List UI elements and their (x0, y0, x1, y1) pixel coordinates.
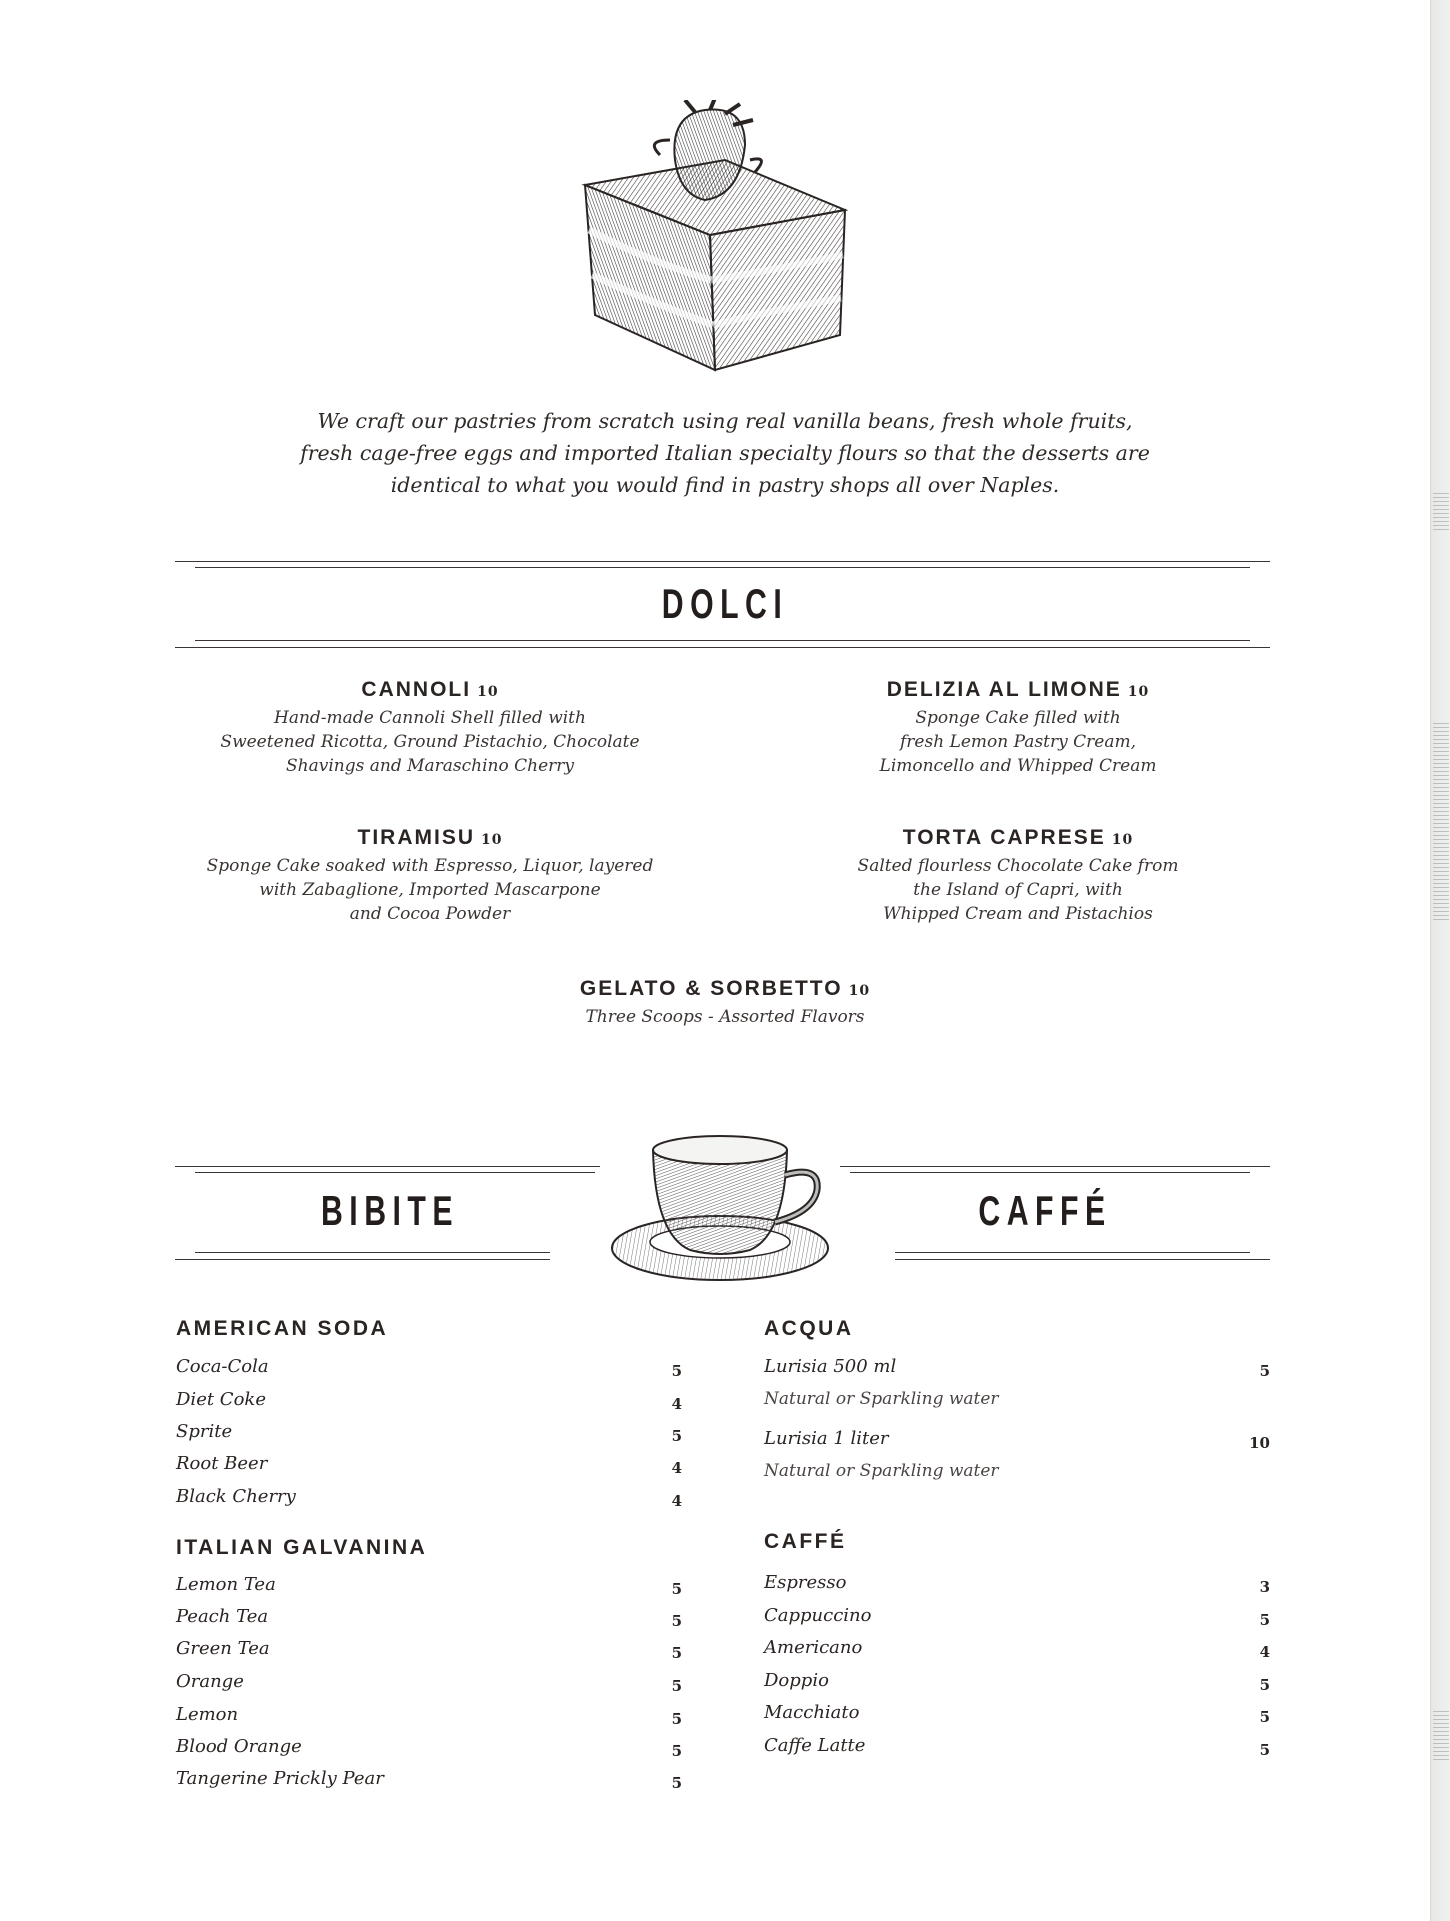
menu-item-price: 5 (671, 1427, 682, 1445)
caffe-heading: CAFFÉ (978, 1187, 1112, 1234)
desc-line: Sweetened Ricotta, Ground Pistachio, Chocolate (220, 732, 640, 752)
menu-item-price: 5 (671, 1774, 682, 1792)
bibite-heading: BIBITE (320, 1187, 459, 1234)
menu-item-name: Sprite (176, 1421, 233, 1442)
menu-item-price: 4 (671, 1492, 682, 1510)
desc-line: Three Scoops - Assorted Flavors (585, 1007, 865, 1027)
desc-line: Limoncello and Whipped Cream (879, 756, 1157, 776)
dolci-heading: DOLCI (661, 580, 789, 627)
menu-item-price: 5 (671, 1742, 682, 1760)
dish-name: TIRAMISU (357, 826, 475, 849)
menu-item-price: 5 (1259, 1741, 1270, 1759)
page-edge-strip (1430, 0, 1450, 1921)
menu-item-name: Lurisia 1 liter (764, 1428, 889, 1449)
menu-item-name: Lemon (176, 1704, 239, 1725)
desc-line: with Zabaglione, Imported Mascarpone (259, 880, 601, 900)
menu-item-price: 5 (1259, 1611, 1270, 1629)
menu-item-name: Cappuccino (764, 1605, 872, 1626)
dish-description (180, 854, 680, 926)
menu-item-price: 5 (1259, 1708, 1270, 1726)
coffee-cup-illustration (605, 1130, 845, 1290)
menu-item-name: Coca-Cola (176, 1356, 269, 1377)
category-acqua: ACQUA (764, 1317, 854, 1340)
menu-item-price: 5 (1259, 1676, 1270, 1694)
desc-line: fresh Lemon Pastry Cream, (900, 732, 1136, 752)
menu-item-note: Natural or Sparkling water (764, 1389, 999, 1409)
dish-gelato-sorbetto (475, 977, 975, 1029)
menu-item-name: Americano (764, 1637, 863, 1658)
menu-item-name: Caffe Latte (764, 1735, 866, 1756)
desc-line: Hand-made Cannoli Shell filled with (274, 708, 586, 728)
category-american-soda: AMERICAN SODA (176, 1317, 389, 1340)
dish-description (180, 706, 680, 778)
dish-name: DELIZIA AL LIMONE (886, 678, 1122, 701)
menu-item-name: Espresso (764, 1572, 847, 1593)
menu-item-name: Blood Orange (176, 1736, 302, 1757)
dish-description (768, 854, 1268, 926)
menu-item-price: 4 (1259, 1643, 1270, 1661)
dish-tiramisu (180, 826, 680, 926)
menu-item-name: Lemon Tea (176, 1574, 276, 1595)
dish-delizia-al-limone (768, 678, 1268, 778)
menu-item-name: Doppio (764, 1670, 829, 1691)
desc-line: Sponge Cake filled with (915, 708, 1121, 728)
category-caffe: CAFFÉ (764, 1530, 847, 1553)
menu-item-name: Orange (176, 1671, 244, 1692)
menu-item-name: Black Cherry (176, 1486, 296, 1507)
dish-name: GELATO & SORBETTO (579, 977, 843, 1000)
menu-item-price: 5 (671, 1710, 682, 1728)
dish-price: 10 (848, 983, 871, 999)
desc-line: and Cocoa Powder (349, 904, 511, 924)
menu-item-price: 5 (671, 1677, 682, 1695)
menu-item-price: 5 (671, 1612, 682, 1630)
menu-item-price: 5 (671, 1644, 682, 1662)
dish-torta-caprese (768, 826, 1268, 926)
cake-illustration (575, 100, 855, 380)
dish-name: TORTA CAPRESE (902, 826, 1106, 849)
dish-description (768, 706, 1268, 778)
menu-item-name: Macchiato (764, 1702, 860, 1723)
dish-name: CANNOLI (361, 678, 472, 701)
intro-paragraph: We craft our pastries from scratch using real vanilla beans, fresh whole fruits, fresh cage-free eggs and imported Italian specialty flours so that the desserts are identical to what you would find in pastry shops all over Naples. (300, 409, 1150, 497)
desc-line: Shavings and Maraschino Cherry (286, 756, 574, 776)
category-italian-galvanina: ITALIAN GALVANINA (176, 1536, 428, 1559)
dish-price: 10 (477, 684, 499, 700)
dish-cannoli (180, 678, 680, 778)
dish-price: 10 (1127, 684, 1150, 700)
menu-item-name: Tangerine Prickly Pear (176, 1768, 384, 1789)
menu-item-name: Green Tea (176, 1638, 270, 1659)
desc-line: the Island of Capri, with (913, 880, 1123, 900)
menu-item-name: Peach Tea (176, 1606, 269, 1627)
desc-line: Sponge Cake soaked with Espresso, Liquor, layered (206, 856, 654, 876)
menu-item-price: 3 (1259, 1578, 1270, 1596)
menu-item-price: 4 (671, 1459, 682, 1477)
desc-line: Whipped Cream and Pistachios (883, 904, 1153, 924)
desc-line: Salted flourless Chocolate Cake from (857, 856, 1179, 876)
menu-item-name: Lurisia 500 ml (764, 1356, 897, 1377)
menu-item-price: 5 (671, 1580, 682, 1598)
menu-item-price: 10 (1249, 1434, 1270, 1452)
menu-item-price: 4 (671, 1395, 682, 1413)
menu-item-note: Natural or Sparkling water (764, 1461, 999, 1481)
menu-item-price: 5 (671, 1362, 682, 1380)
dish-description (475, 1005, 975, 1029)
menu-item-price: 5 (1259, 1362, 1270, 1380)
menu-item-name: Root Beer (176, 1453, 268, 1474)
dish-price: 10 (481, 832, 503, 848)
menu-item-name: Diet Coke (176, 1389, 266, 1410)
dish-price: 10 (1111, 832, 1134, 848)
